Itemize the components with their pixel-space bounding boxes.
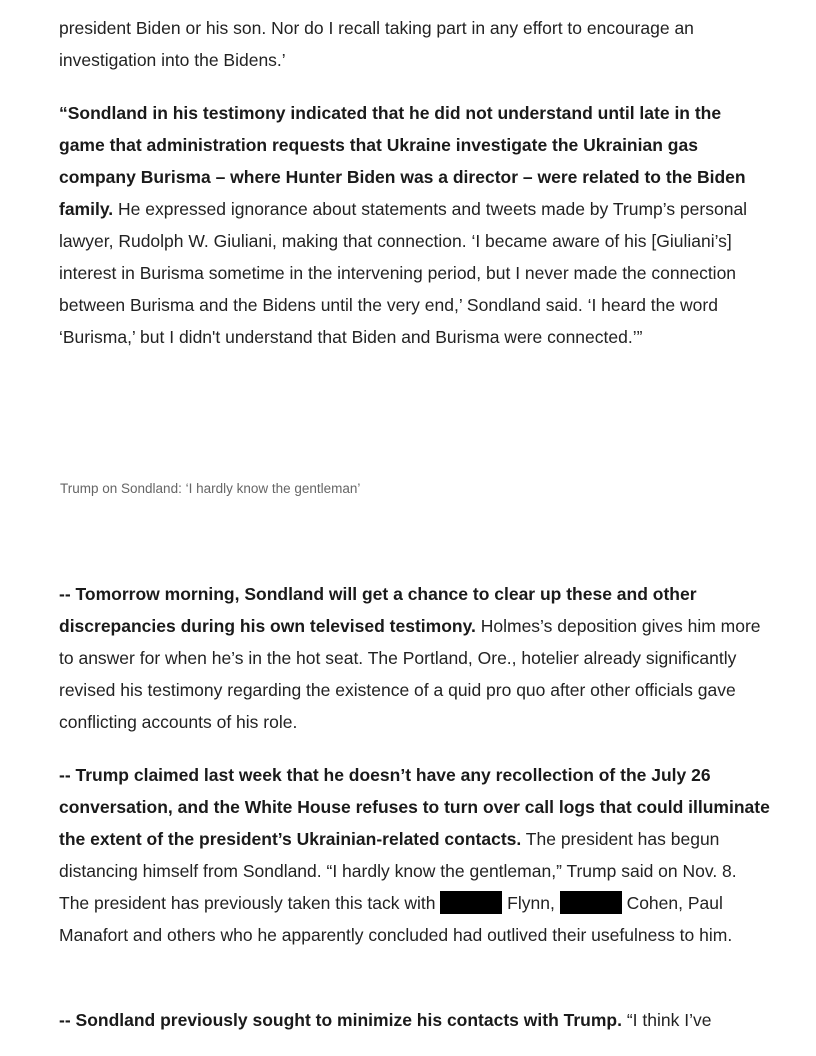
paragraph-trump-recollection xyxy=(59,759,771,951)
paragraph-text: Flynn, xyxy=(502,893,560,913)
redaction-block xyxy=(440,891,502,914)
paragraph-sondland-testimony xyxy=(59,97,771,353)
redaction-block xyxy=(560,891,622,914)
paragraph-text: “I think I’ve xyxy=(621,1010,712,1030)
paragraph-bold-lead: -- Tomorrow morning, Sondland will get a chance to clear up these and other discrepancies during his own televised testimony. xyxy=(59,584,697,636)
embedded-media-caption: Trump on Sondland: ‘I hardly know the gentleman’ xyxy=(60,481,361,496)
paragraph-text: He expressed ignorance about statements and tweets made by Trump’s personal lawyer, Rudolph W. Giuliani, making that connection. ‘I became aware of his [Giuliani’s] interest in Burisma sometime in the intervening period, but I never made the connection between Burisma and the Bidens until the very end,’ Sondland said. ‘I heard the word ‘Burisma,’ but I didn't understand that Biden and Burisma were connected.’” xyxy=(59,199,748,347)
paragraph-biden-recall xyxy=(59,12,771,76)
paragraph-text: The president has begun distancing himself from Sondland. “I hardly know the gentleman,” Trump said on Nov. 8. The president has previously taken this tack with xyxy=(59,829,737,913)
paragraph-bold-lead: -- Sondland previously sought to minimize his contacts with Trump. xyxy=(59,1010,622,1030)
paragraph-bold-lead: “Sondland in his testimony indicated that he did not understand until late in the game that administration requests that Ukraine investigate the Ukrainian gas company Burisma – where Hunter Biden was a director – were related to the Biden family. xyxy=(59,103,746,219)
paragraph-tomorrow-morning xyxy=(59,578,771,738)
paragraph-text: Cohen, Paul Manafort and others who he apparently concluded had outlived their usefulness to him. xyxy=(59,893,733,945)
paragraph-minimize-contacts xyxy=(59,1004,771,1036)
paragraph-text: Holmes’s deposition gives him more to answer for when he’s in the hot seat. The Portland, Ore., hotelier already significantly revised his testimony regarding the existence of a quid pro quo after other officials gave conflicting accounts of his role. xyxy=(59,616,761,732)
paragraph-bold-lead: -- Trump claimed last week that he doesn’t have any recollection of the July 26 conversation, and the White House refuses to turn over call logs that could illuminate the extent of the president’s Ukrainian-related contacts. xyxy=(59,765,770,849)
paragraph-text: president Biden or his son. Nor do I recall taking part in any effort to encourage an investigation into the Bidens.’ xyxy=(59,18,694,70)
